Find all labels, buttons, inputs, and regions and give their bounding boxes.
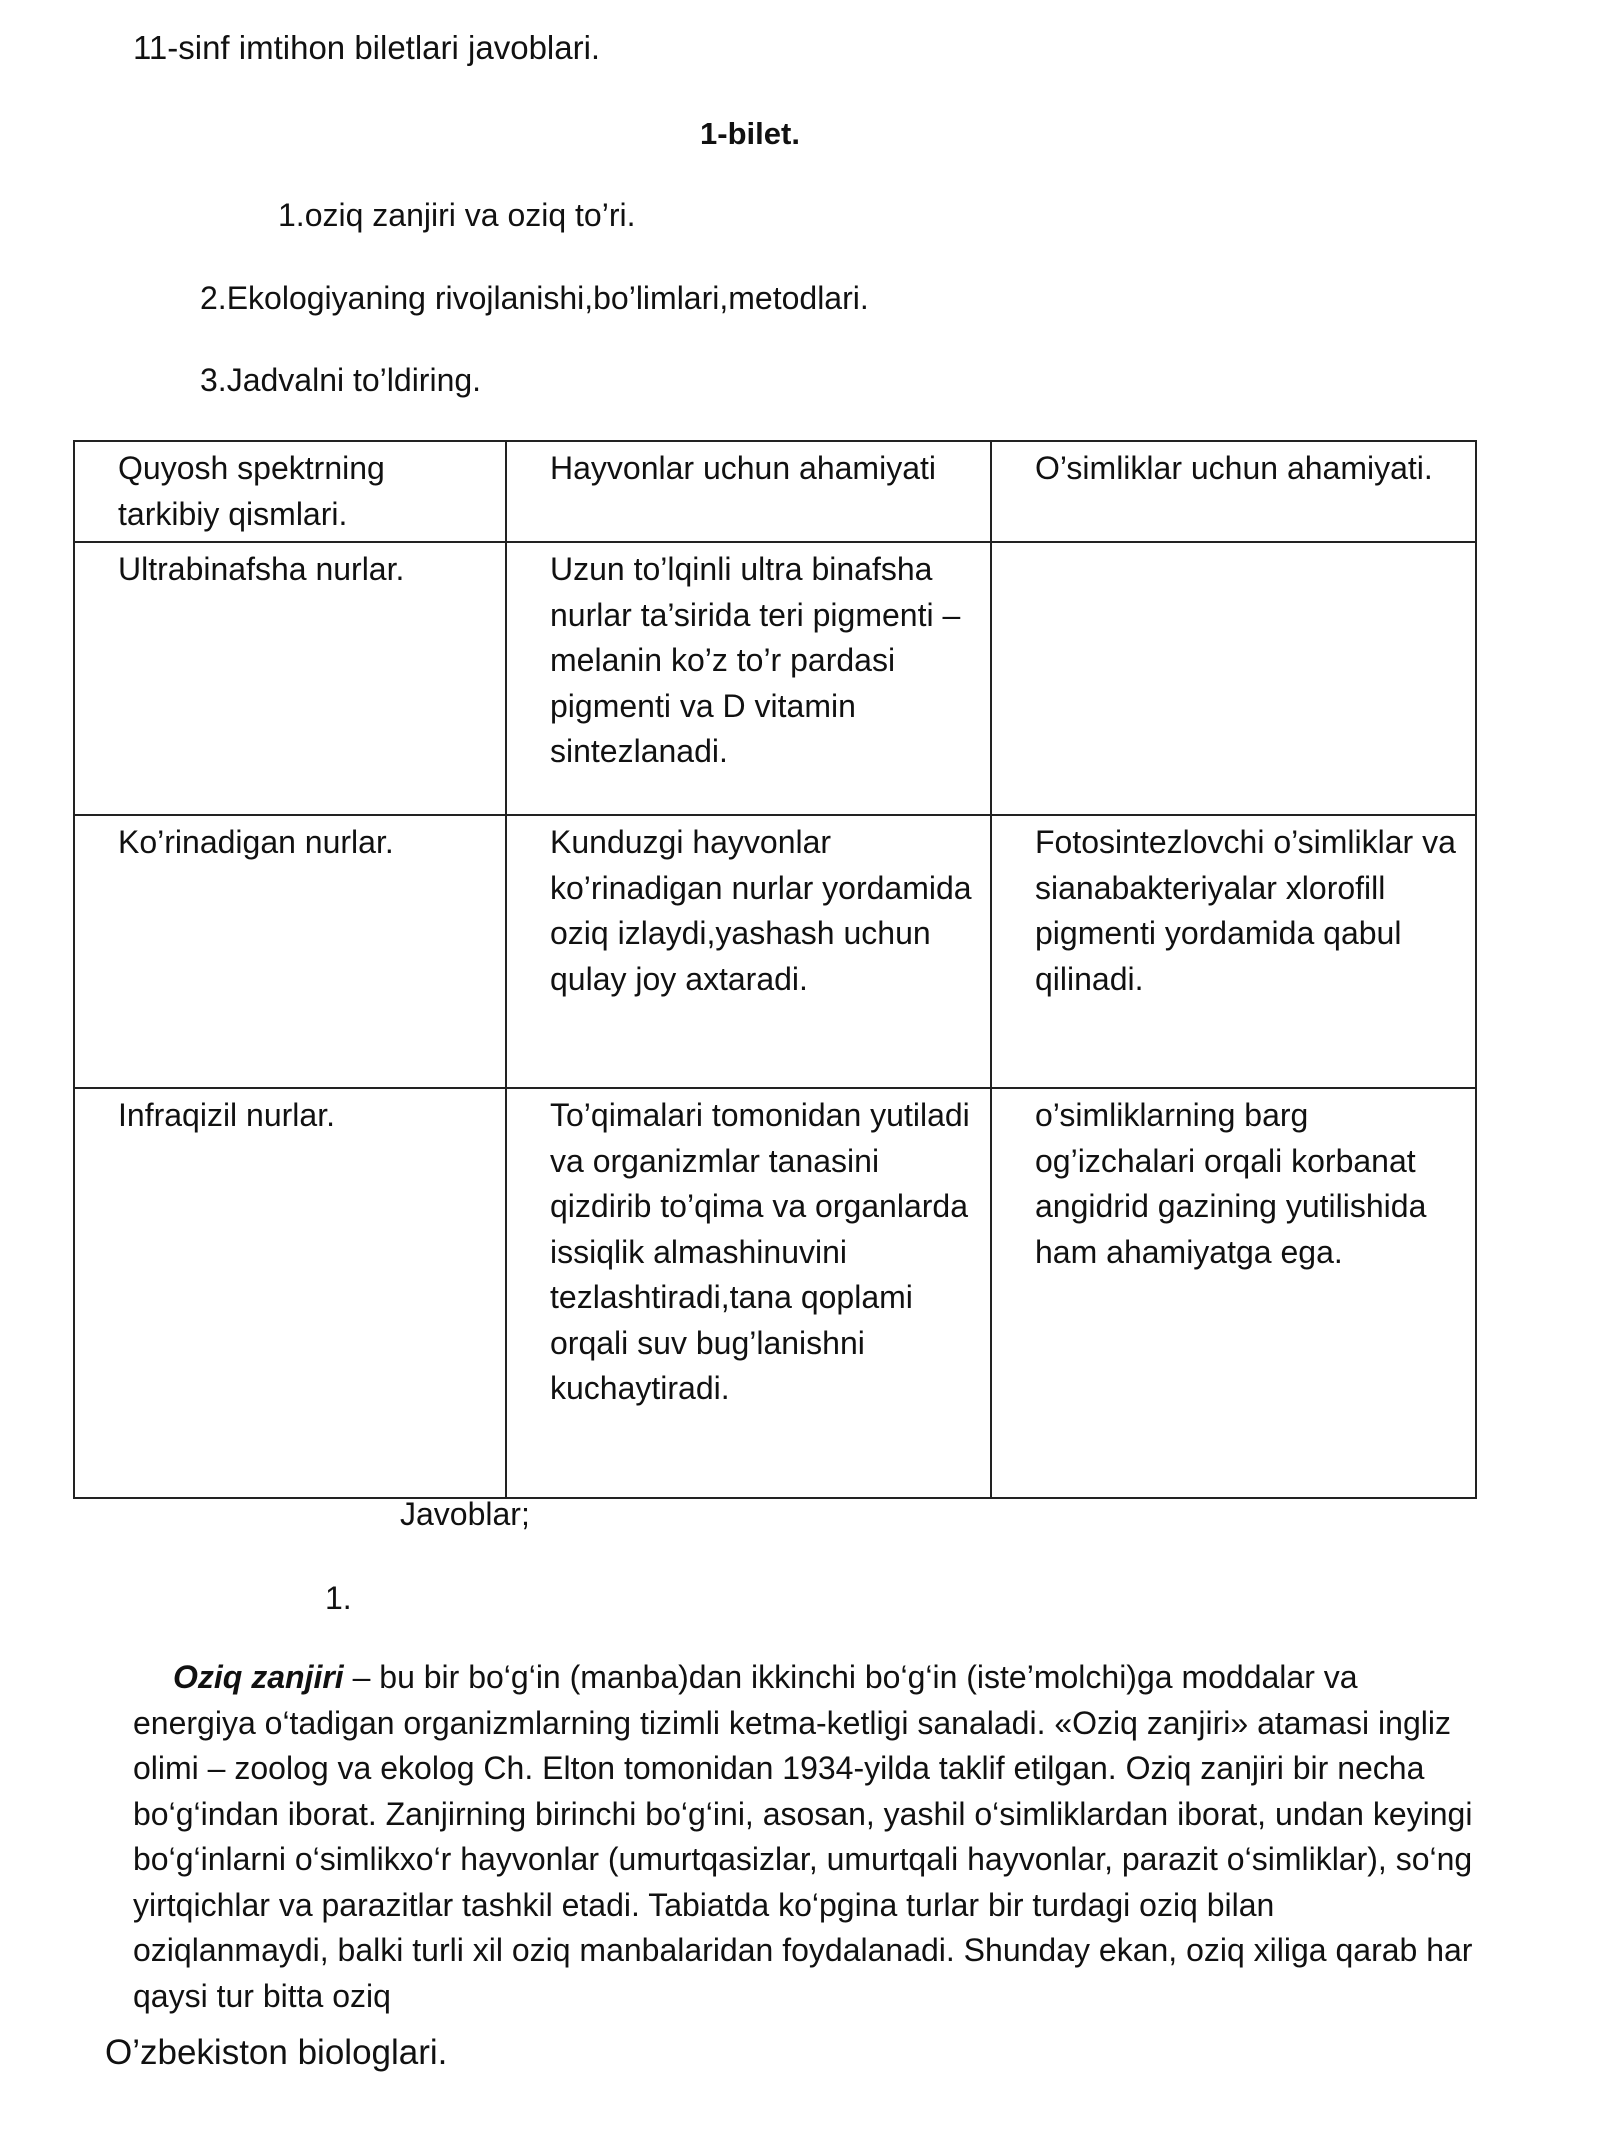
header-plants-importance: O’simliklar uchun ahamiyati. — [991, 441, 1476, 542]
footer-watermark: O’zbekiston biologlari. — [105, 2033, 448, 2072]
answer-paragraph — [133, 1655, 1473, 2019]
answers-heading: Javoblar; — [400, 1496, 530, 1532]
answer-number: 1. — [325, 1580, 352, 1616]
cell-plants — [991, 542, 1476, 815]
cell-animals: Kunduzgi hayvonlar ko’rinadigan nurlar yordamida oziq izlaydi,yashash uchun qulay joy axtaradi. — [506, 815, 991, 1088]
header-spectrum-parts: Quyosh spektrning tarkibiy qismlari. — [74, 441, 506, 542]
cell-plants: Fotosintezlovchi o’simliklar va sianabakteriyalar xlorofill pigmenti yordamida qabul qilinadi. — [991, 815, 1476, 1088]
answer-term: Oziq zanjiri — [173, 1659, 344, 1695]
document-title: 11-sinf imtihon biletlari javoblari. — [133, 29, 601, 66]
table-row — [74, 542, 1476, 815]
table-header-row — [74, 441, 1476, 542]
answer-text: – bu bir bo‘g‘in (manba)dan ikkinchi bo‘g‘in (iste’molchi)ga moddalar va energiya o‘tadigan organizmlarning tizimli ketma-ketligi sanaladi. «Oziq zanjiri» atamasi ingliz olimi – zoolog va ekolog Ch. Elton tomonidan 1934-yilda taklif etilgan. Oziq zanjiri bir necha bo‘g‘indan iborat. Zanjirning birinchi bo‘g‘ini, asosan, yashil o‘simliklardan iborat, undan keyingi bo‘g‘inlarni o‘simlikxo‘r hayvonlar (umurtqasizlar, umurtqali hayvonlar, parazit o‘simliklar), so‘ng yirtqichlar va parazitlar tashkil etadi. Tabiatda ko‘pgina turlar bir turdagi oziq bilan oziqlanmaydi, balki turli xil oziq manbalaridan foydalanadi. Shunday ekan, oziq xiliga qarab har qaysi tur bitta oziq — [133, 1659, 1473, 2014]
bilet-heading: 1-bilet. — [700, 116, 800, 151]
cell-ray-name: Infraqizil nurlar. — [74, 1088, 506, 1498]
cell-animals: Uzun to’lqinli ultra binafsha nurlar ta’sirida teri pigmenti –melanin ko’z to’r pardasi pigmenti va D vitamin sintezlanadi. — [506, 542, 991, 815]
cell-ray-name: Ultrabinafsha nurlar. — [74, 542, 506, 815]
cell-ray-name: Ko’rinadigan nurlar. — [74, 815, 506, 1088]
header-animals-importance: Hayvonlar uchun ahamiyati — [506, 441, 991, 542]
cell-animals: To’qimalari tomonidan yutiladi va organizmlar tanasini qizdirib to’qima va organlarda issiqlik almashinuvini tezlashtiradi,tana qoplami orqali suv bug’lanishni kuchaytiradi. — [506, 1088, 991, 1498]
question-2: 2.Ekologiyaning rivojlanishi,bo’limlari,metodlari. — [200, 280, 869, 316]
cell-plants: o’simliklarning barg og’izchalari orqali korbanat angidrid gazining yutilishida ham ahamiyatga ega. — [991, 1088, 1476, 1498]
table-row — [74, 1088, 1476, 1498]
question-1: 1.oziq zanjiri va oziq to’ri. — [278, 197, 636, 233]
table-row — [74, 815, 1476, 1088]
solar-spectrum-table — [73, 440, 1477, 1499]
question-3: 3.Jadvalni to’ldiring. — [200, 362, 482, 398]
